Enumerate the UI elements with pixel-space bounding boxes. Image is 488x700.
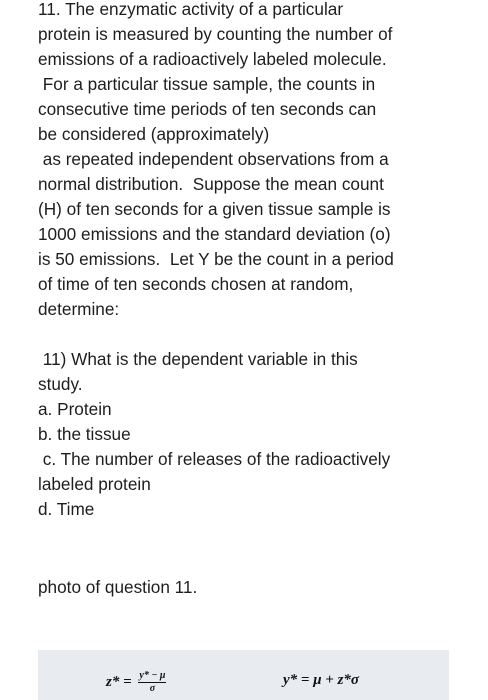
question-photo (38, 650, 449, 700)
y-formula: y* = μ + z*σ (283, 672, 360, 688)
z-formula-numerator: y* − μ (139, 670, 166, 681)
paragraph-gap (38, 322, 478, 347)
subquestion-line: study. (38, 374, 83, 394)
question-line: of time of ten seconds chosen at random, (38, 274, 354, 294)
question-line: determine: (38, 299, 120, 319)
question-line: emissions of a radioactively labeled molecule. (38, 49, 387, 69)
z-formula-fraction (138, 670, 166, 695)
question-text (38, 0, 478, 522)
option-c: c. The number of releases of the radioactively (38, 449, 391, 469)
option-c-continued: labeled protein (38, 474, 151, 494)
z-formula-lhs: z* = (106, 673, 132, 690)
question-line: For a particular tissue sample, the counts in (38, 74, 376, 94)
question-line: as repeated independent observations from a (38, 149, 389, 169)
subquestion-line: 11) What is the dependent variable in this (38, 349, 358, 369)
question-line: 1000 emissions and the standard deviation (o) (38, 224, 391, 244)
z-formula (106, 670, 166, 695)
question-line: consecutive time periods of ten seconds can (38, 99, 377, 119)
question-line: normal distribution. Suppose the mean count (38, 174, 384, 194)
option-a: a. Protein (38, 399, 112, 419)
option-b: b. the tissue (38, 424, 131, 444)
question-line: (H) of ten seconds for a given tissue sample is (38, 199, 391, 219)
question-line: 11. The enzymatic activity of a particular (38, 0, 344, 19)
option-d: d. Time (38, 499, 95, 519)
question-line: is 50 emissions. Let Y be the count in a period (38, 249, 394, 269)
z-formula-denominator: σ (149, 683, 156, 694)
question-line: be considered (approximately) (38, 124, 270, 144)
question-line: protein is measured by counting the number of (38, 24, 393, 44)
photo-caption: photo of question 11. (38, 577, 198, 597)
